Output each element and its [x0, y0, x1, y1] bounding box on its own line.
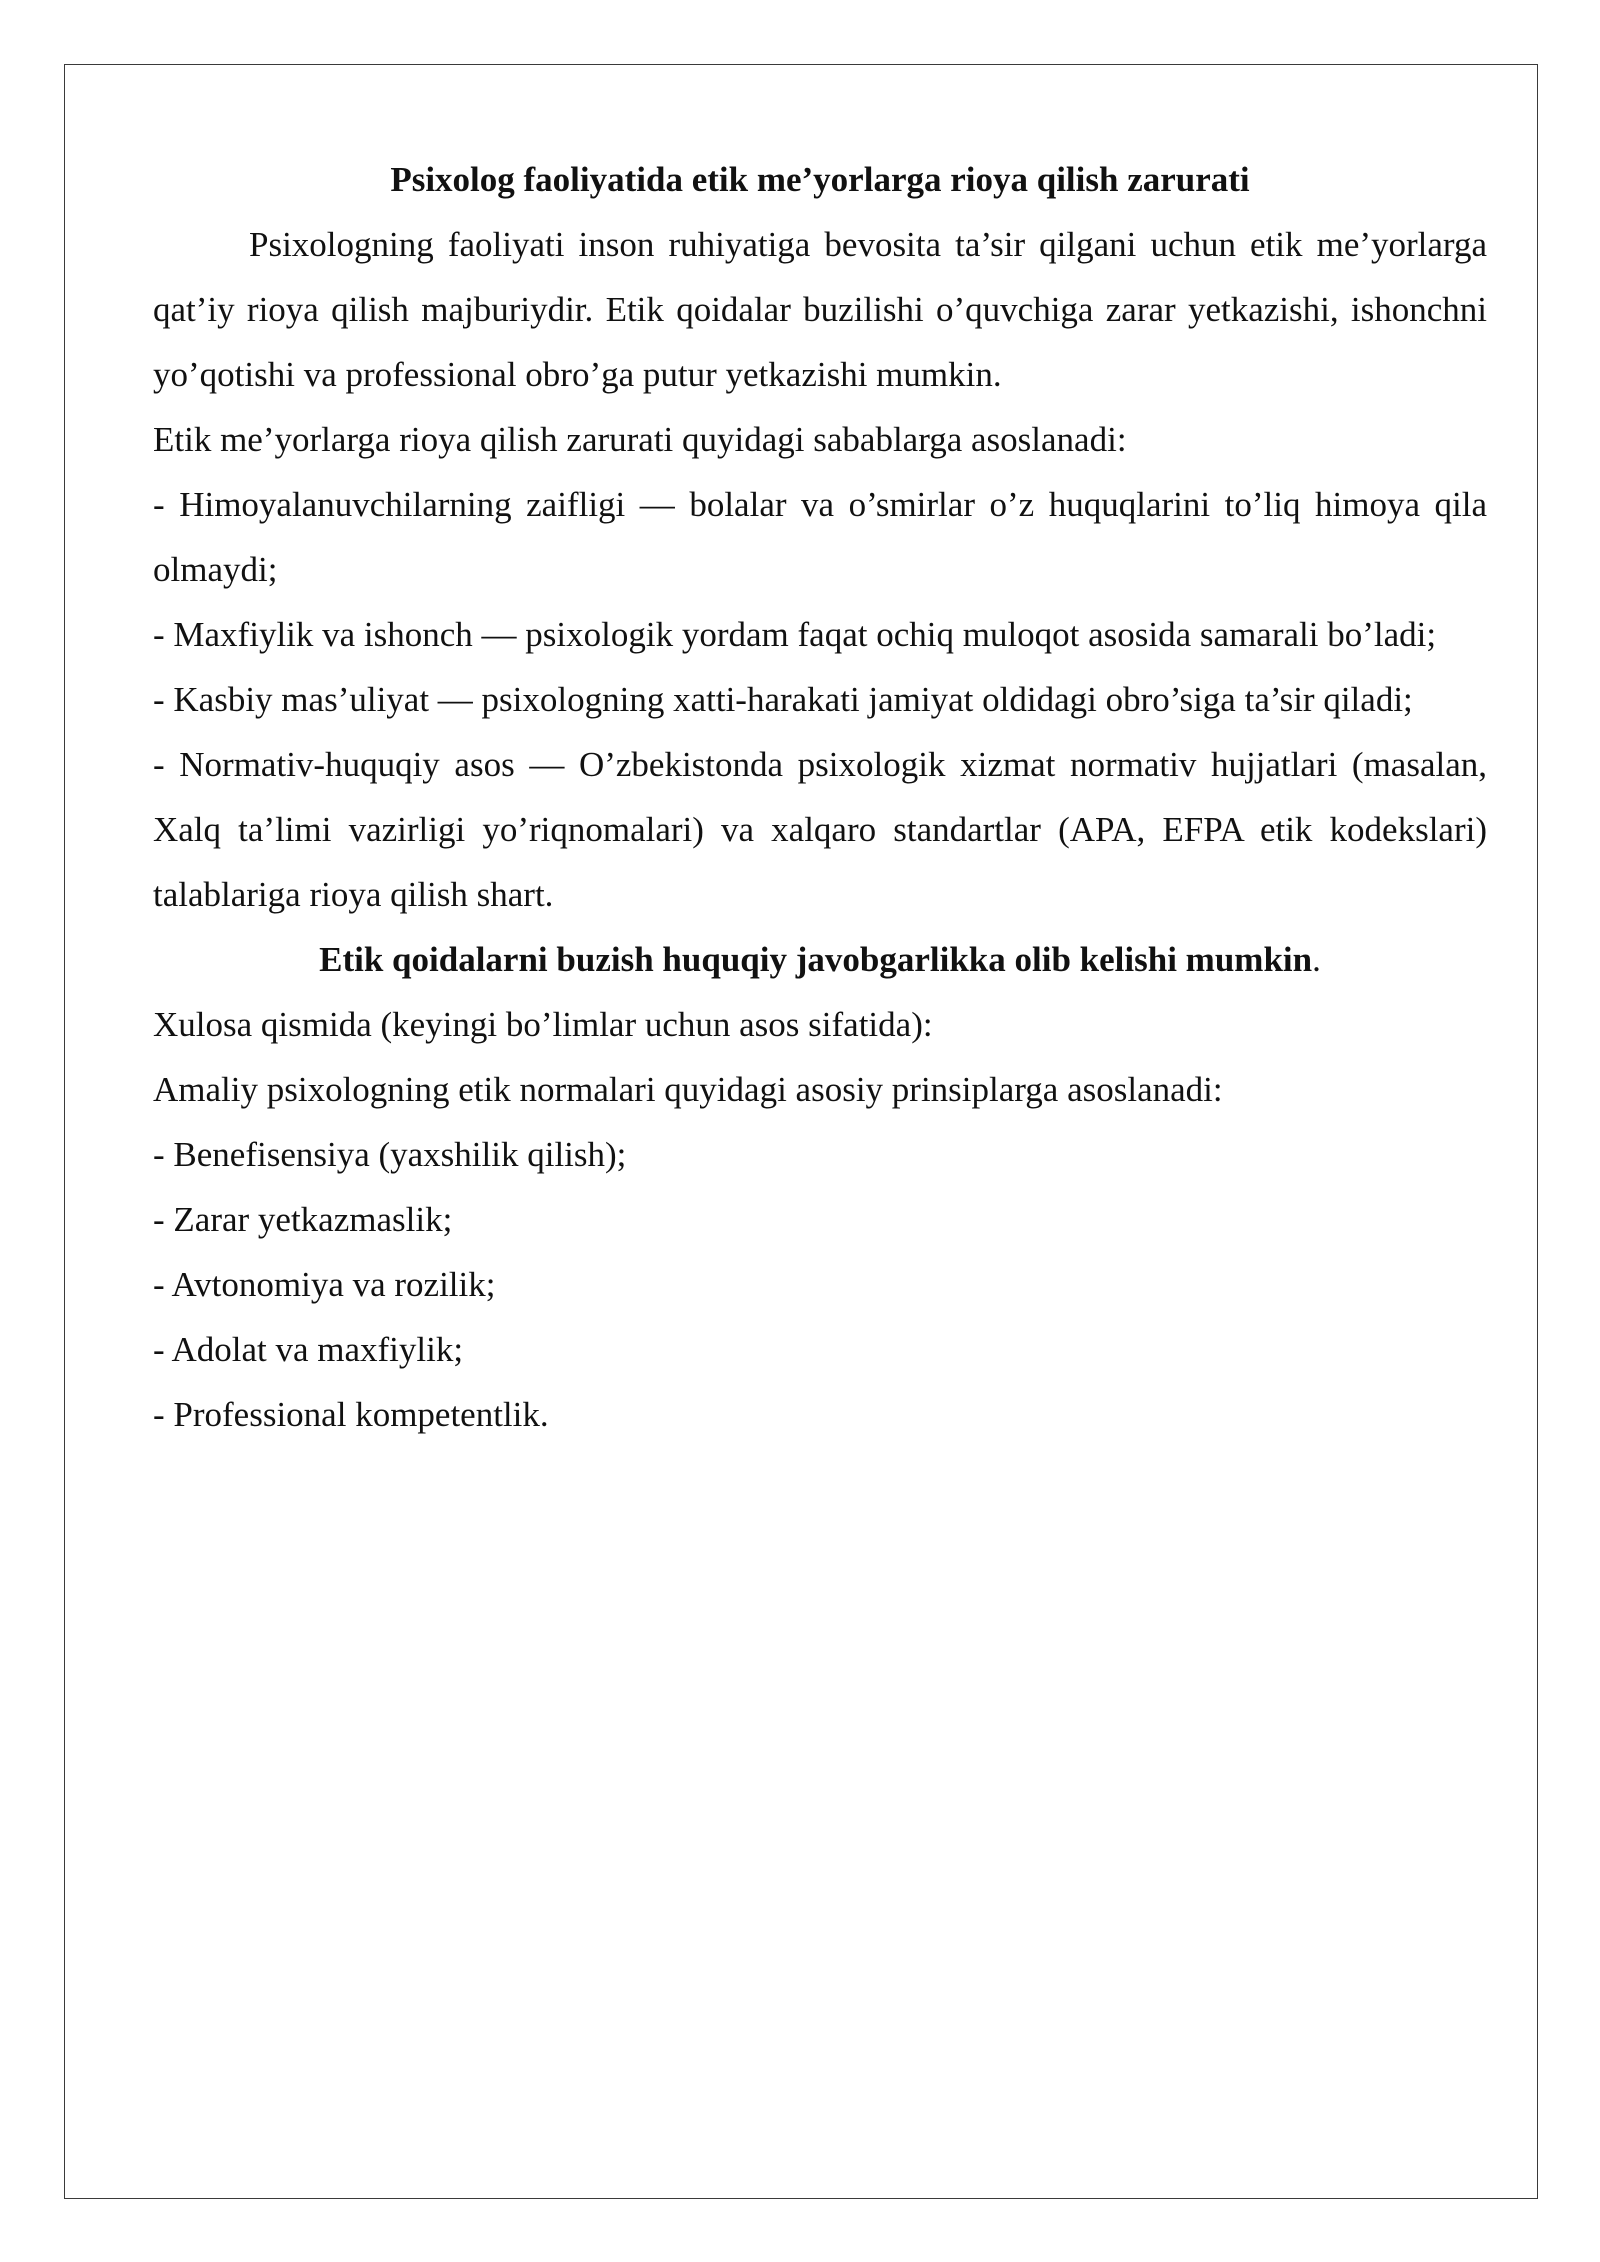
reason-item: - Himoyalanuvchilarning zaifligi — bolalar va o’smirlar o’z huquqlarini to’liq himoya qila olmaydi; [153, 485, 1487, 589]
principles-intro: Amaliy psixologning etik normalari quyidagi asosiy prinsiplarga asoslanadi: [153, 1070, 1223, 1109]
document-body [153, 147, 1487, 1447]
reason-item: - Maxfiylik va ishonch — psixologik yordam faqat ochiq muloqot asosida samarali bo’ladi; [153, 615, 1437, 654]
reasons-intro: Etik me’yorlarga rioya qilish zarurati quyidagi sabablarga asoslanadi: [153, 420, 1127, 459]
conclusion-intro: Xulosa qismida (keyingi bo’limlar uchun asos sifatida): [153, 1005, 933, 1044]
warning-bold-text: Etik qoidalarni buzish huquqiy javobgarlikka olib kelishi mumkin [319, 940, 1313, 979]
principle-item: - Benefisensiya (yaxshilik qilish); [153, 1135, 627, 1174]
warning-tail: . [1312, 940, 1321, 979]
reason-item: - Normativ-huquqiy asos — O’zbekistonda psixologik xizmat normativ hujjatlari (masalan, Xalq ta’limi vazirligi yo’riqnomalari) va xalqaro standartlar (APA, EFPA etik kodekslari) talablariga rioya qilish shart. [153, 745, 1487, 914]
intro-paragraph: Psixologning faoliyati inson ruhiyatiga bevosita ta’sir qilgani uchun etik me’yorlarga qat’iy rioya qilish majburiydir. Etik qoidalar buzilishi o’quvchiga zarar yetkazishi, ishonchni yo’qotishi va professional obro’ga putur yetkazishi mumkin. [153, 225, 1487, 394]
reason-item: - Kasbiy mas’uliyat — psixologning xatti-harakati jamiyat oldidagi obro’siga ta’sir qiladi; [153, 680, 1413, 719]
principle-item: - Professional kompetentlik. [153, 1395, 549, 1434]
principle-item: - Adolat va maxfiylik; [153, 1330, 464, 1369]
principle-item: - Avtonomiya va rozilik; [153, 1265, 496, 1304]
principle-item: - Zarar yetkazmaslik; [153, 1200, 453, 1239]
warning-statement [153, 927, 1487, 992]
document-title: Psixolog faoliyatida etik me’yorlarga rioya qilish zarurati [390, 160, 1250, 199]
